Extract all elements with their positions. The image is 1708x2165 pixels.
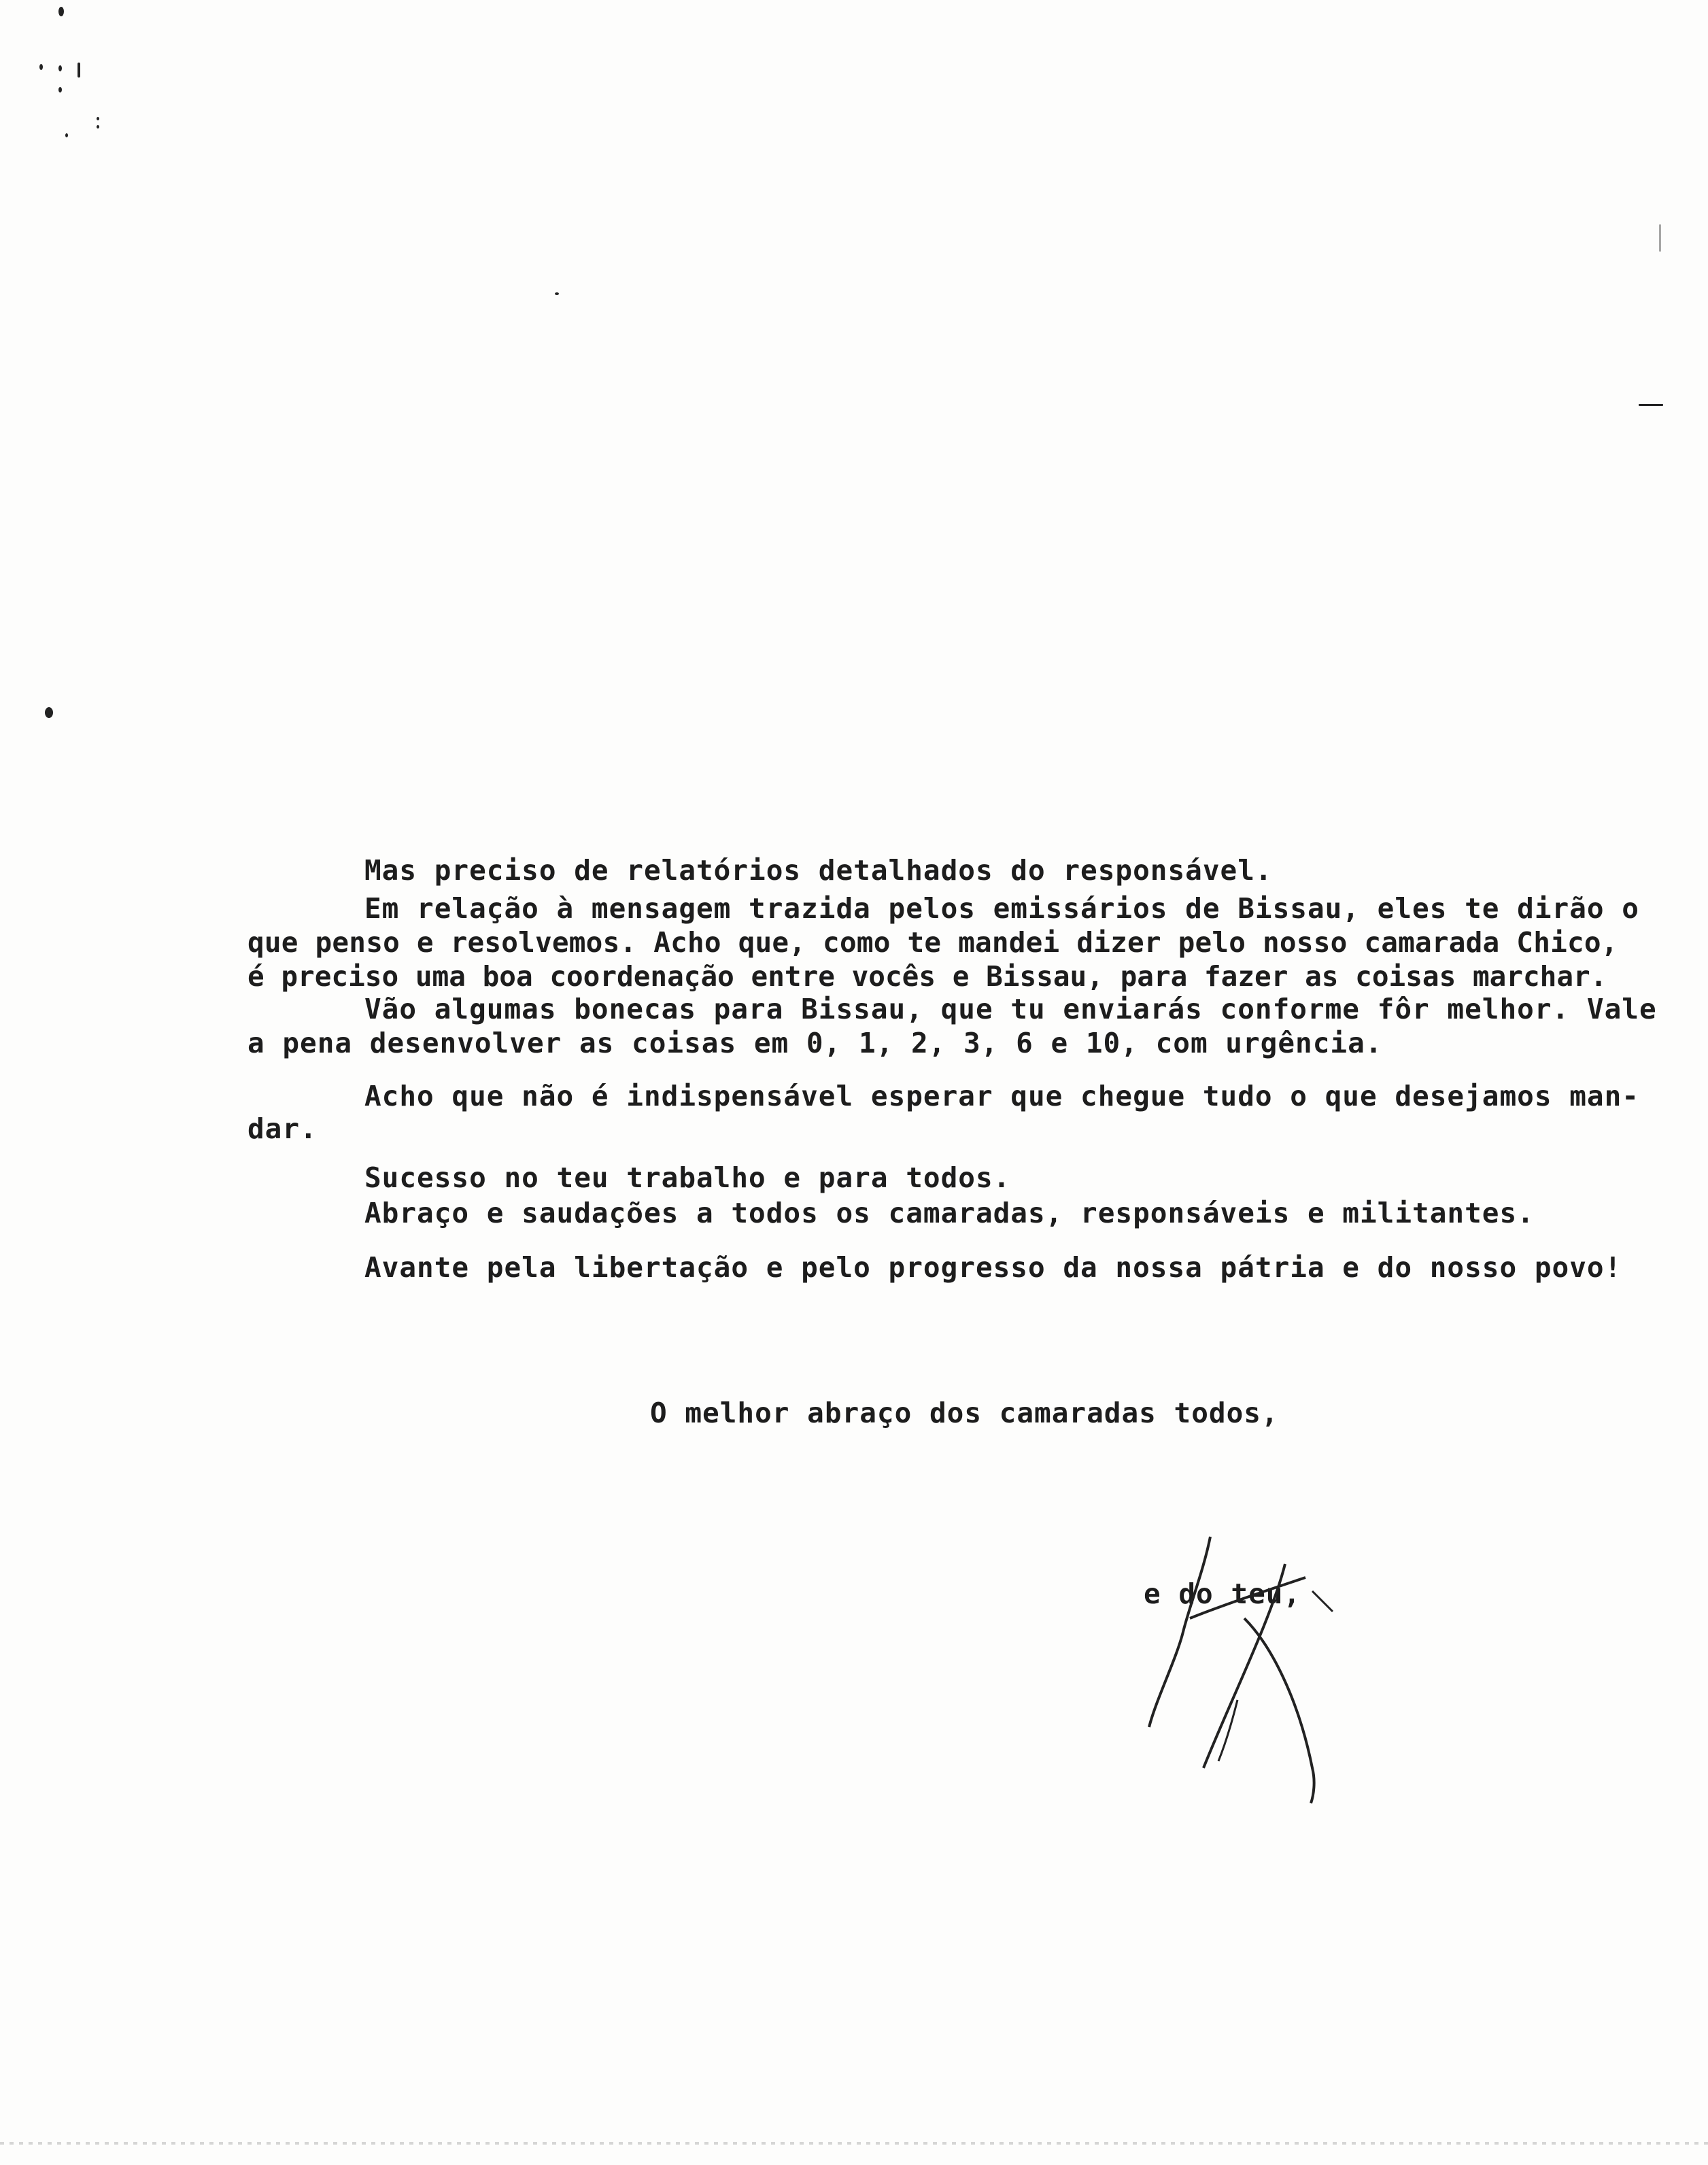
- scan-edge-artifact: [0, 2142, 1708, 2145]
- scan-speck: [1659, 224, 1661, 252]
- letter-line: Sucesso no teu trabalho e para todos.: [364, 1161, 1011, 1194]
- scan-speck: [58, 65, 62, 71]
- letter-line: Avante pela libertação e pelo progresso da nossa pátria e do nosso povo!: [364, 1251, 1622, 1284]
- scan-speck: [97, 125, 99, 129]
- letter-line: é preciso uma boa coordenação entre vocês e Bissau, para fazer as coisas marchar.: [247, 960, 1607, 993]
- scan-speck: [97, 117, 99, 120]
- letter-sign-off: e do teu,: [1144, 1578, 1301, 1610]
- letter-line: Vão algumas bonecas para Bissau, que tu enviarás conforme fôr melhor. Vale: [364, 993, 1657, 1025]
- letter-line: que penso e resolvemos. Acho que, como te mandei dizer pelo nosso camarada Chico,: [247, 926, 1618, 959]
- letter-line: Acho que não é indispensável esperar que chegue tudo o que desejamos man-: [364, 1080, 1639, 1112]
- letter-line: Em relação à mensagem trazida pelos emissários de Bissau, eles te dirão o: [364, 892, 1639, 925]
- scan-speck: [58, 7, 64, 16]
- letter-closing: O melhor abraço dos camaradas todos,: [650, 1397, 1279, 1429]
- letter-line: Abraço e saudações a todos os camaradas, responsáveis e militantes.: [364, 1197, 1535, 1229]
- scan-speck: [65, 133, 68, 137]
- scan-speck: [555, 292, 559, 295]
- letter-line: Mas preciso de relatórios detalhados do responsável.: [364, 854, 1273, 887]
- letter-line: dar.: [247, 1112, 318, 1145]
- scan-speck: [1639, 404, 1663, 406]
- scan-speck: [58, 87, 62, 92]
- scan-speck: [45, 707, 53, 718]
- scan-speck: [78, 63, 80, 78]
- letter-line: a pena desenvolver as coisas em 0, 1, 2, 3, 6 e 10, com urgência.: [247, 1027, 1383, 1059]
- scan-speck: [39, 64, 43, 70]
- signature-mark: [1129, 1523, 1414, 1809]
